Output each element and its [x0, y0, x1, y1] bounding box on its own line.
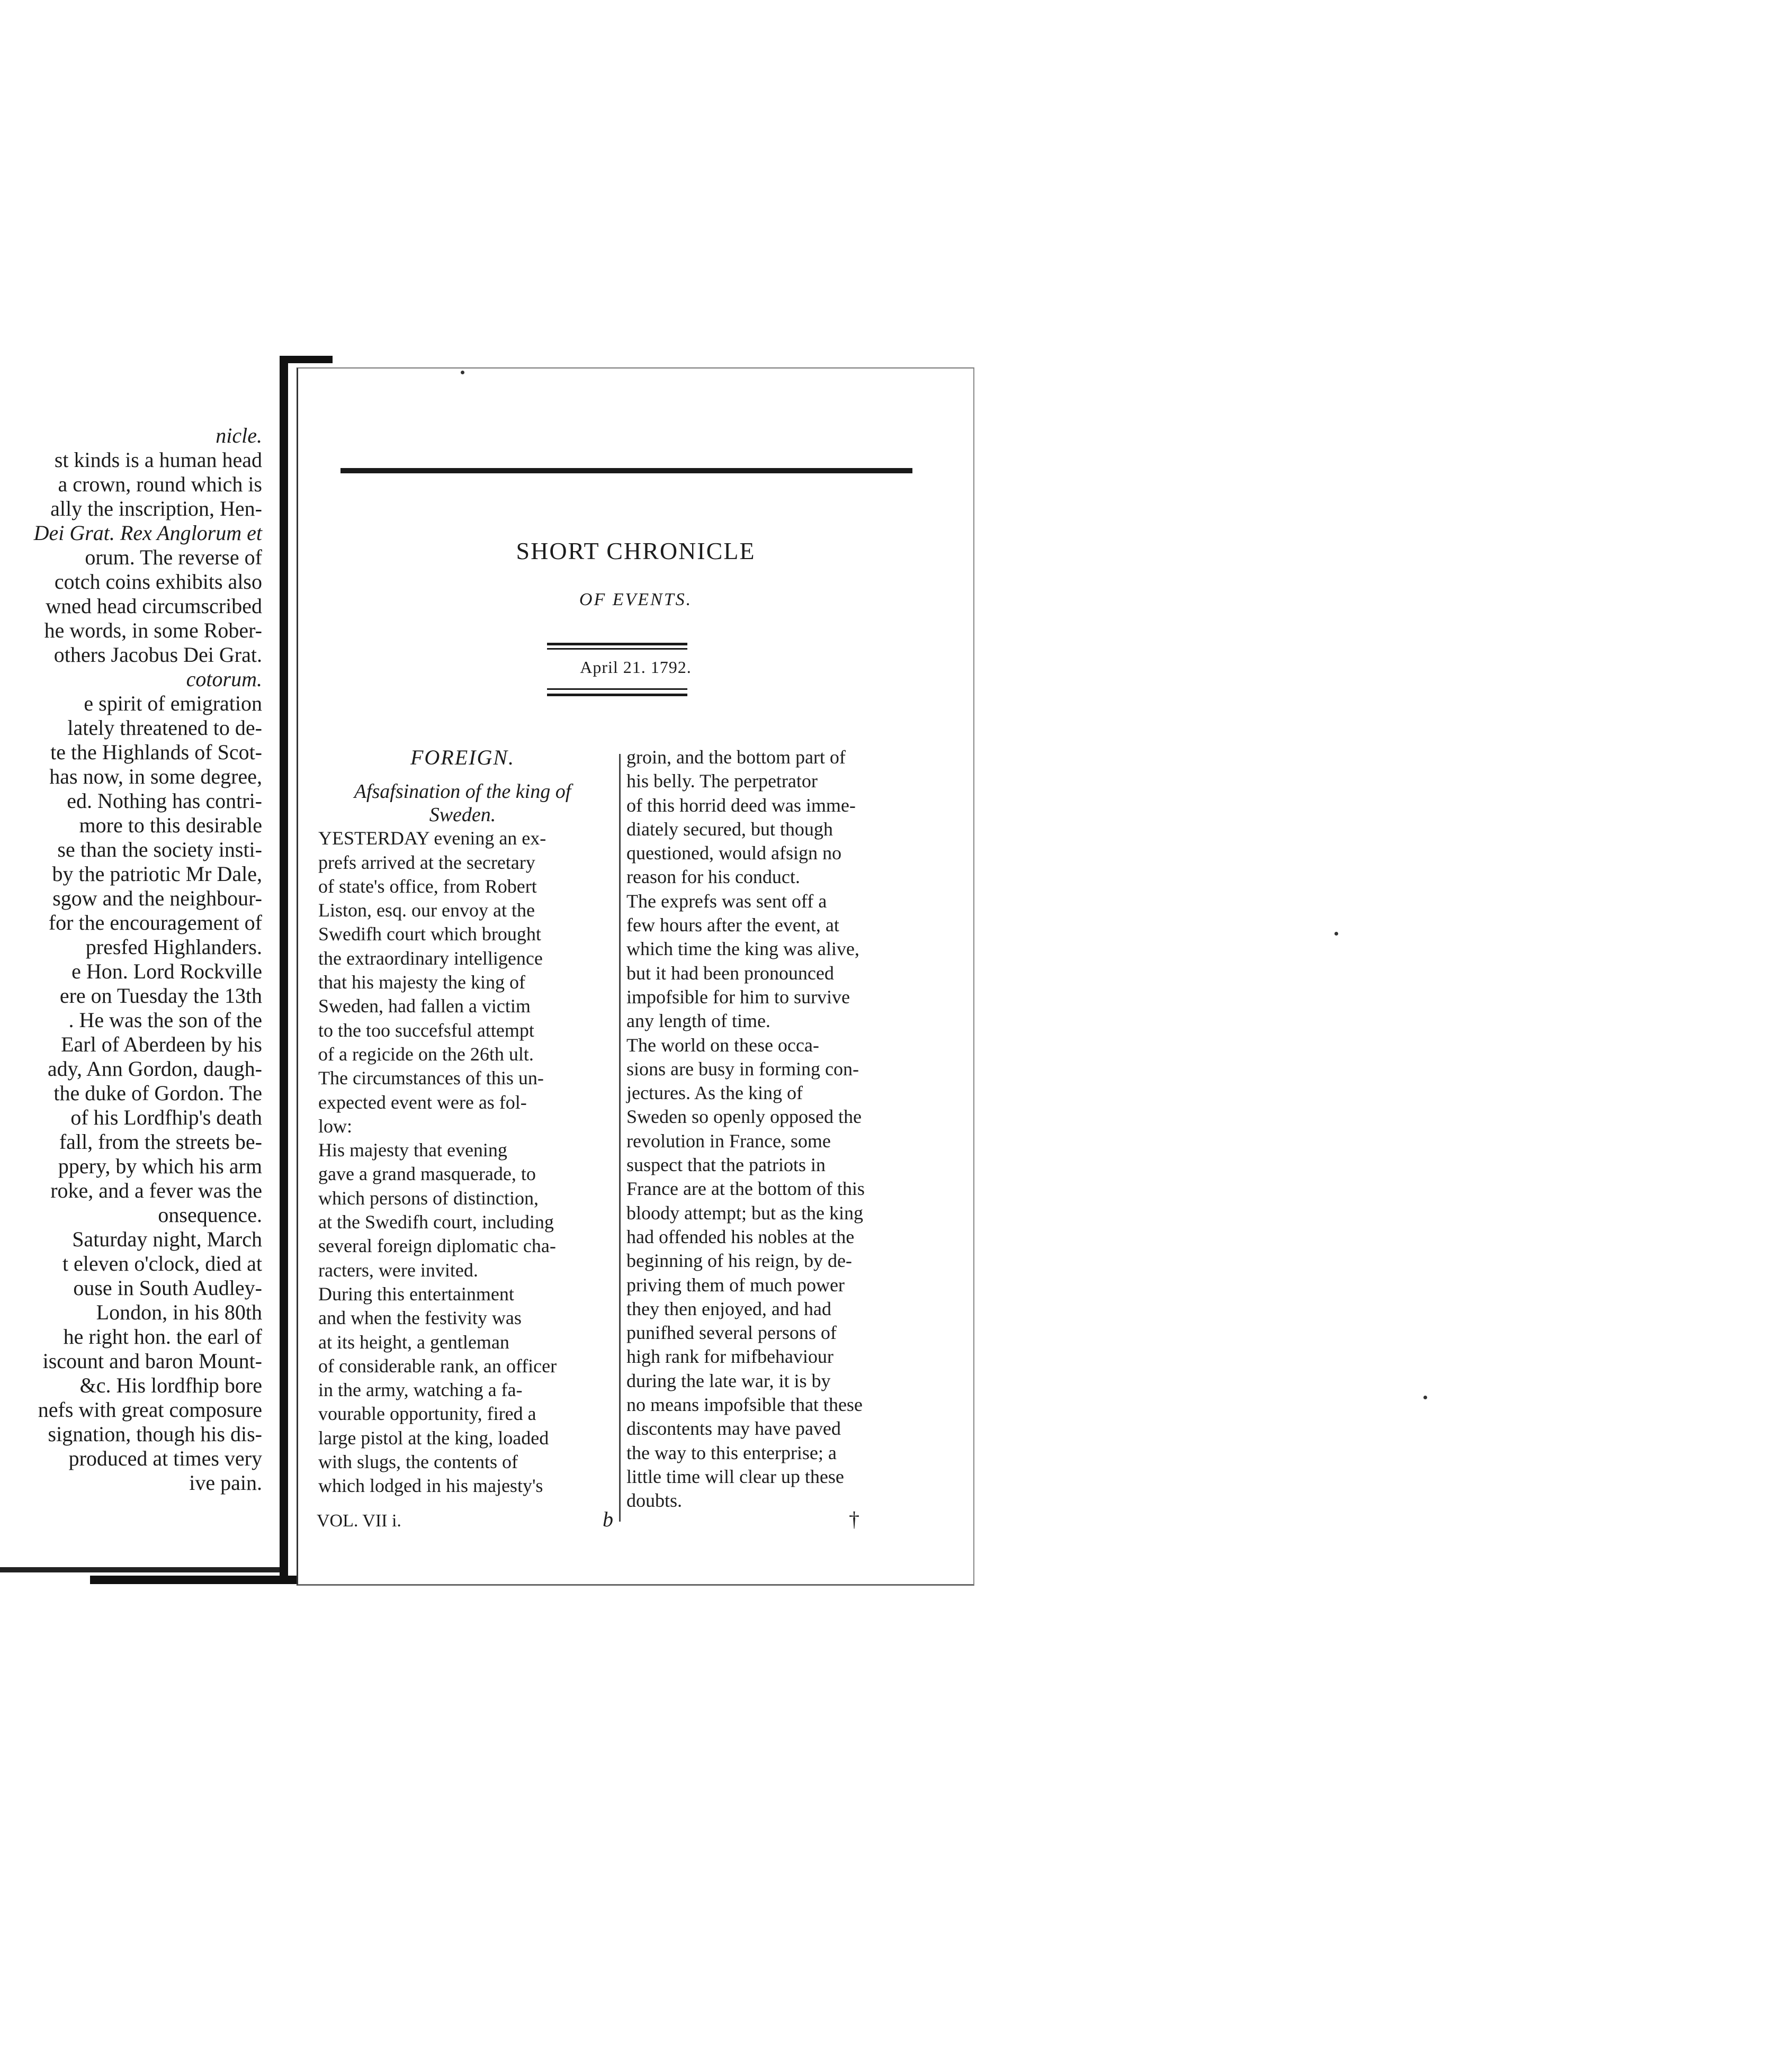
column-line: that his majesty the king of — [318, 972, 525, 993]
left-page-line: ppery, by which his arm — [58, 1154, 262, 1178]
column-line: His majesty that evening — [318, 1139, 507, 1161]
left-page-line: produced at times very — [68, 1446, 262, 1470]
article-title-line-2: Sweden. — [429, 804, 496, 826]
left-page-line: te the Highlands of Scot- — [50, 740, 262, 764]
column-line: of state's office, from Robert — [318, 875, 537, 897]
column-line: few hours after the event, at — [626, 914, 839, 936]
left-page-line: Earl of Aberdeen by his — [61, 1032, 262, 1056]
left-page-line: Saturday night, March — [72, 1227, 262, 1251]
column-line: groin, and the bottom part of — [626, 747, 846, 768]
column-line: low: — [318, 1115, 353, 1137]
column-line: questioned, would afsign no — [626, 842, 841, 864]
date-rule-top-thin — [547, 648, 687, 650]
signature-mark: b — [603, 1507, 613, 1531]
scan-speck — [1423, 1396, 1427, 1399]
left-page-line: nefs with great composure — [38, 1398, 262, 1422]
left-column — [318, 745, 607, 1498]
column-line: which time the king was alive, — [626, 938, 859, 960]
left-page-line: cotch coins exhibits also — [54, 570, 262, 594]
left-page-line: . He was the son of the — [68, 1008, 262, 1032]
column-line: priving them of much power — [626, 1274, 845, 1296]
column-line: several foreign diplomatic cha- — [318, 1235, 556, 1257]
column-line: sions are busy in forming con- — [626, 1058, 859, 1080]
column-line: little time will clear up these — [626, 1465, 844, 1487]
left-page-line: ouse in South Audley- — [73, 1276, 262, 1300]
date-rule-top — [547, 643, 687, 645]
column-line: Liston, esq. our envoy at the — [318, 900, 535, 921]
column-line: at its height, a gentleman — [318, 1331, 509, 1353]
scan-speck — [461, 371, 464, 374]
column-divider — [619, 754, 621, 1522]
left-page-line: by the patriotic Mr Dale, — [52, 862, 262, 886]
left-page-line: he right hon. the earl of — [63, 1325, 262, 1348]
column-line: which persons of distinction, — [318, 1187, 539, 1209]
column-line: which lodged in his majesty's — [318, 1475, 543, 1497]
left-page-line: ally the inscription, Hen- — [50, 497, 262, 520]
left-page-line: e spirit of emigration — [84, 691, 262, 715]
column-line: revolution in France, some — [626, 1130, 831, 1152]
right-page — [297, 367, 974, 1586]
left-page-line: the duke of Gordon. The — [53, 1081, 262, 1105]
column-line: diately secured, but though — [626, 818, 833, 840]
column-line: During this entertainment — [318, 1283, 514, 1305]
left-page-line: he words, in some Rober- — [44, 618, 262, 642]
column-line: the extraordinary intelligence — [318, 947, 543, 969]
column-line: The world on these occa- — [626, 1034, 819, 1056]
column-line: his belly. The perpetrator — [626, 770, 818, 792]
column-line: of this horrid deed was imme- — [626, 794, 856, 816]
scan-speck — [1334, 932, 1338, 936]
column-line: vourable opportunity, fired a — [318, 1403, 536, 1425]
column-line: expected event were as fol- — [318, 1091, 527, 1113]
column-line: The exprefs was sent off a — [626, 890, 827, 912]
volume-signature: VOL. VII i. — [317, 1511, 401, 1531]
left-page-line: Dei Grat. Rex Anglorum et — [33, 521, 262, 545]
book-gutter — [280, 359, 288, 1583]
left-page-line: ed. Nothing has contri- — [67, 789, 262, 813]
column-line: in the army, watching a fa- — [318, 1379, 523, 1401]
left-page-line: onsequence. — [158, 1203, 262, 1227]
column-line: and when the festivity was — [318, 1307, 522, 1329]
column-line: gave a grand masquerade, to — [318, 1163, 536, 1185]
left-page-line: iscount and baron Mount- — [42, 1349, 262, 1373]
column-line: they then enjoyed, and had — [626, 1298, 831, 1319]
left-page-line: signation, though his dis- — [48, 1422, 262, 1446]
gutter-top-shadow — [280, 356, 333, 363]
column-line: with slugs, the contents of — [318, 1451, 518, 1473]
left-page-line: st kinds is a human head — [54, 448, 262, 472]
column-line: YESTERDAY evening an ex- — [318, 828, 546, 849]
left-page-line: t eleven o'clock, died at — [62, 1252, 262, 1275]
column-line: discontents may have paved — [626, 1418, 841, 1440]
column-line: The circumstances of this un- — [318, 1067, 544, 1089]
column-line: at the Swedifh court, including — [318, 1211, 554, 1233]
left-page-line: London, in his 80th — [96, 1300, 262, 1324]
column-line: of a regicide on the 26th ult. — [318, 1043, 534, 1065]
left-page-line: se than the society insti- — [57, 838, 262, 861]
left-page-line: cotorum. — [186, 667, 262, 691]
column-line: large pistol at the king, loaded — [318, 1427, 549, 1449]
column-line: any length of time. — [626, 1010, 770, 1032]
column-line: the way to this enterprise; a — [626, 1442, 837, 1463]
column-line: no means impofsible that these — [626, 1394, 863, 1416]
article-title-line-1: Afsafsination of the king of — [354, 780, 571, 803]
left-page-line: ere on Tuesday the 13th — [59, 984, 262, 1008]
left-page-line: has now, in some degree, — [49, 765, 262, 788]
right-column — [626, 745, 915, 1513]
column-line: during the late war, it is by — [626, 1370, 831, 1391]
column-line: doubts. — [626, 1490, 683, 1512]
left-page-line: ive pain. — [189, 1471, 262, 1495]
left-page-line: orum. The reverse of — [85, 545, 262, 569]
left-page-line: nicle. — [216, 424, 262, 447]
page-title: SHORT CHRONICLE — [516, 537, 756, 564]
column-line: reason for his conduct. — [626, 866, 800, 888]
column-line: jectures. As the king of — [626, 1082, 803, 1104]
left-page-line: sgow and the neighbour- — [52, 886, 262, 910]
left-page-line: more to this desirable — [79, 813, 262, 837]
left-page-line: a crown, round which is — [58, 472, 262, 496]
column-line: Swedifh court which brought — [318, 923, 541, 945]
column-line: impofsible for him to survive — [626, 986, 850, 1008]
column-line: Sweden so openly opposed the — [626, 1106, 862, 1128]
right-column-body — [626, 745, 915, 1513]
left-page-line: lately threatened to de- — [67, 716, 262, 740]
dagger-mark: † — [849, 1507, 859, 1531]
left-page-fragment — [0, 360, 283, 1578]
column-line: racters, were invited. — [318, 1259, 478, 1281]
left-page-line: ady, Ann Gordon, daugh- — [47, 1057, 262, 1081]
column-line: high rank for mifbehaviour — [626, 1346, 834, 1368]
date-rule-bottom — [547, 694, 687, 696]
column-line: prefs arrived at the secretary — [318, 851, 535, 873]
page-subtitle: OF EVENTS. — [579, 590, 693, 609]
left-page-line: &c. His lordfhip bore — [79, 1373, 262, 1397]
left-page-line: others Jacobus Dei Grat. — [53, 643, 262, 667]
section-heading: FOREIGN. — [410, 745, 515, 769]
left-page-line: roke, and a fever was the — [50, 1179, 262, 1202]
column-line: punifhed several persons of — [626, 1322, 837, 1344]
left-page-bottom-edge — [0, 1567, 286, 1572]
column-line: suspect that the patriots in — [626, 1154, 826, 1176]
column-line: bloody attempt; but as the king — [626, 1202, 863, 1224]
date-rule-bottom-thin — [547, 688, 687, 690]
left-page-line: for the encouragement of — [48, 911, 262, 934]
left-page-line: presfed Highlanders. — [85, 935, 262, 959]
header-rule — [341, 468, 912, 473]
left-page-line: fall, from the streets be- — [59, 1130, 262, 1154]
left-page-line: of his Lordfhip's death — [70, 1105, 262, 1129]
left-page-line: e Hon. Lord Rockville — [71, 959, 262, 983]
column-line: had offended his nobles at the — [626, 1226, 855, 1247]
issue-date: April 21. 1792. — [580, 658, 692, 677]
column-line: to the too succefsful attempt — [318, 1019, 534, 1041]
column-line: of considerable rank, an officer — [318, 1355, 557, 1377]
column-line: beginning of his reign, by de- — [626, 1250, 852, 1272]
column-line: but it had been pronounced — [626, 962, 834, 984]
column-line: France are at the bottom of this — [626, 1178, 865, 1200]
left-page-line: wned head circumscribed — [46, 594, 262, 618]
column-line: Sweden, had fallen a victim — [318, 995, 531, 1017]
left-column-body — [318, 826, 607, 1498]
